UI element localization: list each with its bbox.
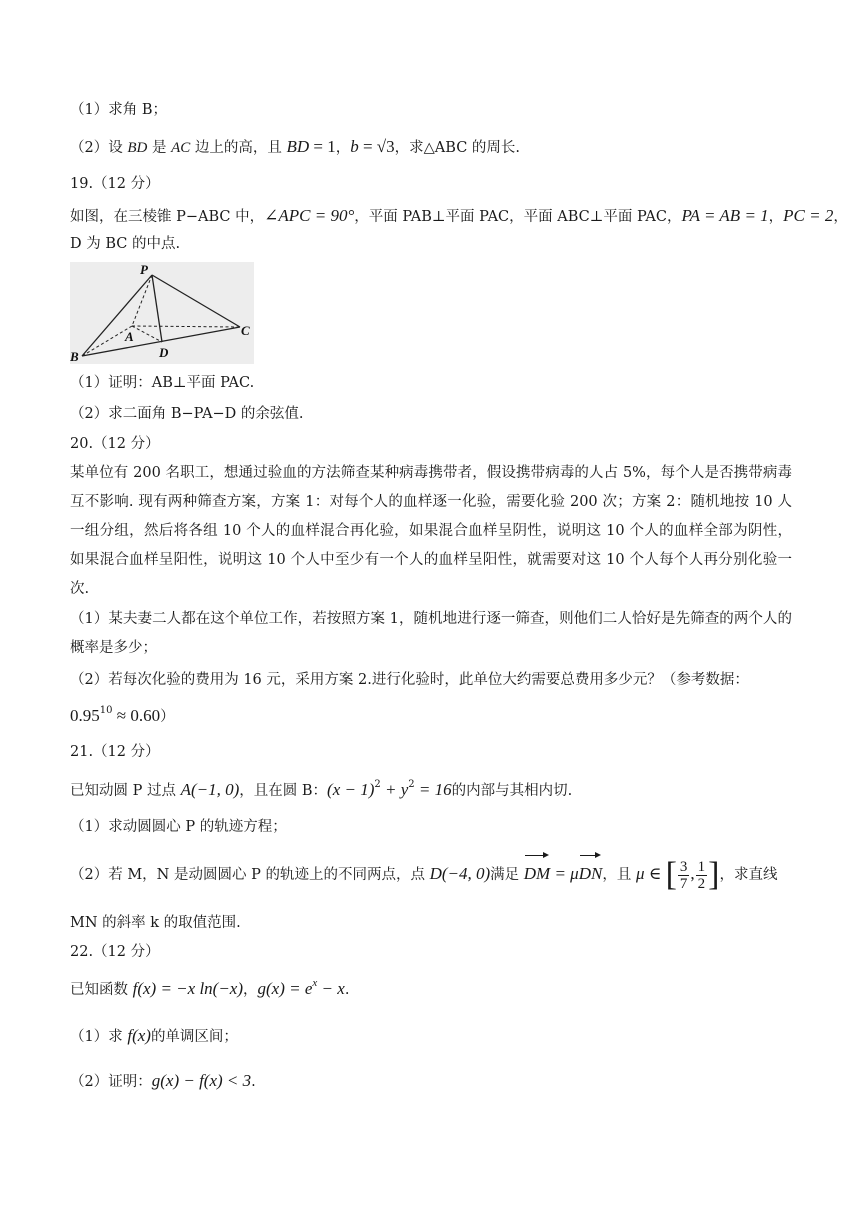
label-b: B xyxy=(70,349,79,364)
math-angle: ∠APC = 90° xyxy=(264,206,355,225)
label-c: C xyxy=(241,323,250,338)
q21-part1: （1）求动圆圆心 P 的轨迹方程； xyxy=(70,819,287,835)
q18-part1: （1）求角 B； xyxy=(70,102,167,118)
math-exponent: 2 xyxy=(374,779,381,790)
text: （1）求 xyxy=(70,1029,128,1045)
text: 已知函数 xyxy=(70,982,133,998)
text: . xyxy=(251,1074,256,1090)
text: ， xyxy=(335,140,351,156)
q20-body: 某单位有 200 名职工，想通过验血的方法筛查某种病毒携带者，假设携带病毒的人占 5%，每个人是否携带病毒互不影响. 现有两种筛查方案，方案 1：对每个人的血样逐一化验，需要化验 200 次；方案 2：随机地按 10 人一组分组，然后将各组 10 个人的血样混合再化验，如果混合血样呈阴性，说明这 10 个人的血样全部为阴性，如果混合血样呈阳性，说明这 10 个人中至少有一个人的血样呈阳性，就需要对这 10 个人每个人再分别化验一次. xyxy=(70,465,792,597)
text: ， xyxy=(768,209,784,225)
math-exponent: 2 xyxy=(408,779,415,790)
left-bracket: [ xyxy=(665,856,677,893)
math-bd-eq: BD xyxy=(286,137,310,156)
text: 边上的高，且 xyxy=(190,140,287,156)
fraction-1-2 xyxy=(696,859,708,892)
text: ，求△ABC 的周长. xyxy=(394,140,521,156)
math-point-d: D(−4, 0) xyxy=(429,864,491,883)
q18-part2 xyxy=(70,137,520,158)
q19-part1: （1）证明：AB⊥平面 PAC. xyxy=(70,375,255,391)
math-circle: (x − 1) xyxy=(327,780,375,799)
q19-heading: 19.（12 分） xyxy=(70,176,160,192)
text: 是 xyxy=(147,140,172,156)
text: 满足 xyxy=(490,867,524,883)
math-vector-dn: DN xyxy=(579,854,603,894)
math-mu: = μ xyxy=(550,864,579,883)
text: 的单调区间； xyxy=(150,1029,238,1045)
q20-part2: （2）若每次化验的费用为 16 元，采用方案 2.进行化验时，此单位大约需要总费用多少元？（参考数据： xyxy=(70,672,749,688)
text: （2）若 M，N 是动圆圆心 P 的轨迹上的不同两点，点 xyxy=(70,867,430,883)
math-pa-ab: PA = AB = 1 xyxy=(681,206,769,225)
q22-part1 xyxy=(70,1026,238,1047)
q21-part2-line2: MN 的斜率 k 的取值范围. xyxy=(70,915,241,931)
label-p: P xyxy=(140,262,148,277)
math-b: b xyxy=(350,137,359,156)
q22-heading: 22.（12 分） xyxy=(70,944,160,960)
denominator: 2 xyxy=(697,875,706,892)
text: . xyxy=(344,982,350,998)
numerator: 3 xyxy=(679,858,688,875)
text: ，求直线 xyxy=(719,867,778,883)
text: ，且 xyxy=(602,867,636,883)
text: ， xyxy=(833,209,848,225)
q20-reference xyxy=(70,706,175,727)
math-f-x: f(x) xyxy=(127,1026,151,1045)
q20-part1: （1）某夫妻二人都在这个单位工作，若按照方案 1，随机地进行逐一筛查，则他们二人恰好是先筛查的两个人的概率是多少； xyxy=(70,611,792,656)
text: （2）证明： xyxy=(70,1074,152,1090)
math-point-a: A(−1, 0) xyxy=(180,780,240,799)
math-vector-dm: DM xyxy=(524,854,550,894)
math-circle: = 16 xyxy=(414,780,452,799)
fraction-3-7 xyxy=(678,859,690,892)
q21-heading: 21.（12 分） xyxy=(70,744,160,760)
math-pc: PC = 2 xyxy=(783,206,834,225)
math-bd: BD xyxy=(127,140,148,156)
math-base: 0.95 xyxy=(70,706,100,725)
tetrahedron-figure xyxy=(70,262,254,364)
math-bd-val: = 1 xyxy=(309,137,336,156)
math-inequality: g(x) − f(x) < 3 xyxy=(151,1071,252,1090)
text: ，平面 PAB⊥平面 PAC，平面 ABC⊥平面 PAC， xyxy=(354,209,682,225)
q21-line1 xyxy=(70,780,572,801)
comma: , xyxy=(690,864,695,883)
label-a: A xyxy=(125,329,134,344)
text: 如图，在三棱锥 P−ABC 中， xyxy=(70,209,265,225)
math-exponent: x xyxy=(312,977,318,989)
math-approx: ≈ 0.60 xyxy=(112,706,161,725)
math-circle: + y xyxy=(380,780,409,799)
text: 的内部与其相内切. xyxy=(451,783,573,799)
q22-line1 xyxy=(70,979,349,1000)
q22-part2 xyxy=(70,1071,256,1092)
math-g: − x xyxy=(317,979,345,998)
text: ，且在圆 B： xyxy=(239,783,328,799)
q19-part2: （2）求二面角 B−PA−D 的余弦值. xyxy=(70,406,304,422)
math-g: g(x) = e xyxy=(257,979,313,998)
q21-part2 xyxy=(70,854,777,895)
label-d: D xyxy=(159,345,169,360)
text: ） xyxy=(160,709,175,725)
math-ac: AC xyxy=(171,140,191,156)
numerator: 1 xyxy=(697,858,706,875)
text: 已知动圆 P 过点 xyxy=(70,783,181,799)
text: ， xyxy=(243,982,258,998)
math-f: f(x) = −x ln(−x) xyxy=(132,979,244,998)
q19-line2: D 为 BC 的中点. xyxy=(70,236,181,252)
math-b-val: = √3 xyxy=(358,137,395,156)
denominator: 7 xyxy=(679,875,688,892)
text: （2）设 xyxy=(70,140,128,156)
right-bracket: ] xyxy=(708,856,720,893)
math-mu-in: μ ∈ xyxy=(635,864,666,883)
q20-heading: 20.（12 分） xyxy=(70,436,160,452)
q19-line1 xyxy=(70,206,848,227)
math-exponent: 10 xyxy=(99,705,113,716)
